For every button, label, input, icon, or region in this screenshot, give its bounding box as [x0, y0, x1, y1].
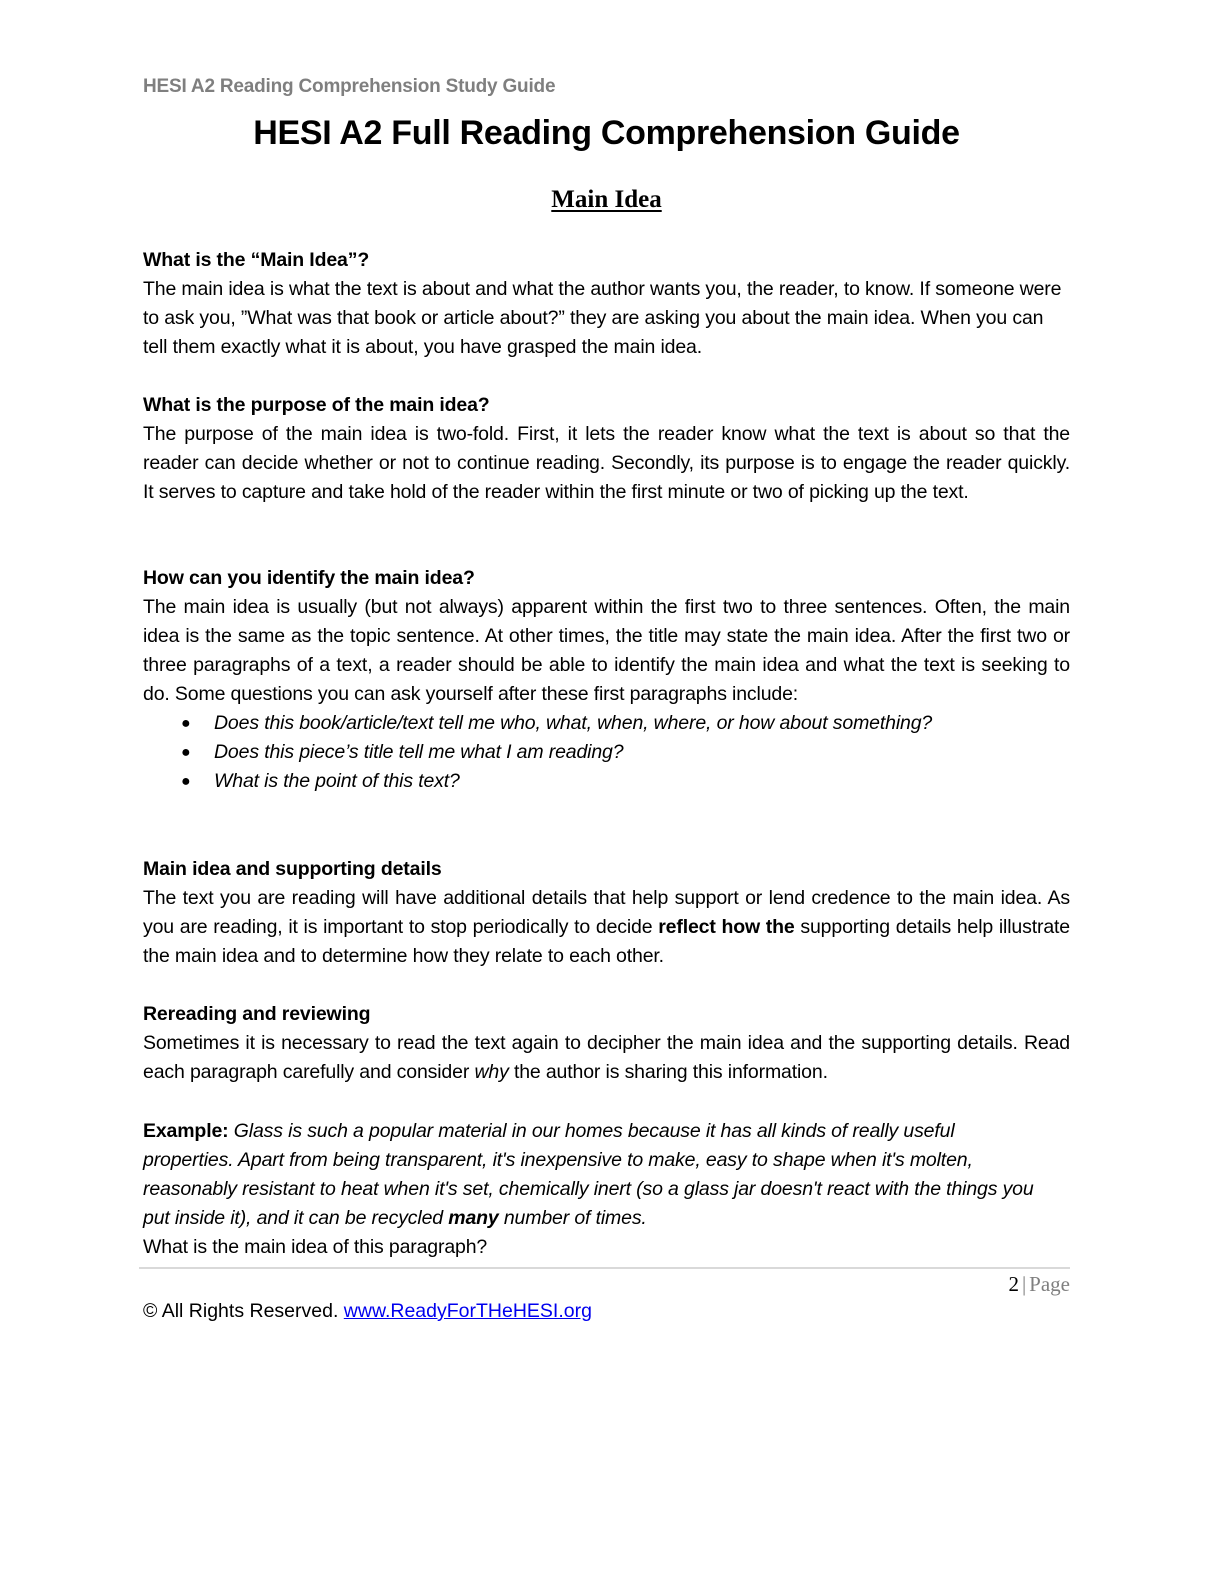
section-body: Sometimes it is necessary to read the text again to decipher the main idea and the supporting details. Read each paragraph carefully and consider why the author is sharing this information. [143, 1032, 1070, 1083]
section-purpose [143, 391, 1070, 507]
section-heading: Rereading and reviewing [143, 1003, 371, 1025]
bullet-icon: ● [181, 773, 191, 790]
document-title: HESI A2 Full Reading Comprehension Guide [253, 114, 960, 152]
section-body: The text you are reading will have additional details that help support or lend credence to the main idea. As you are reading, it is important to stop periodically to decide reflect how the supporting details help illustrate the main idea and to determine how they relate to each other. [143, 887, 1070, 967]
section-heading: What is the “Main Idea”? [143, 249, 370, 271]
section-body: The purpose of the main idea is two-fold. First, it lets the reader know what the text is about so that the reader can decide whether or not to continue reading. Secondly, its purpose is to engage the reader quickly. It serves to capture and take hold of the reader within the first minute or two of picking up the text. [143, 423, 1070, 503]
website-link[interactable]: www.ReadyForTHeHESI.org [343, 1300, 592, 1322]
running-header: HESI A2 Reading Comprehension Study Guide [143, 76, 556, 97]
section-what-is-main-idea [143, 246, 1070, 362]
section-heading: What is the purpose of the main idea? [143, 394, 490, 416]
bullet-icon: ● [181, 715, 191, 732]
section-heading: Main idea and supporting details [143, 858, 442, 880]
question-list [143, 709, 1070, 796]
section-rereading [143, 1000, 1070, 1087]
section-heading: How can you identify the main idea? [143, 567, 475, 589]
example-text: Example: Glass is such a popular material in our homes because it has all kinds of really useful properties. Apart from being transparent, it's inexpensive to make, easy to shape when it's molten, reasonably resistant to heat when it's set, chemically inert (so a glass jar doesn't react with the things you put inside it), and it can be recycled many number of times. [143, 1120, 1034, 1229]
section-title-text: Main Idea [551, 186, 662, 213]
list-item: ● Does this piece’s title tell me what I am reading? [143, 738, 1070, 767]
example-label: Example: [143, 1120, 229, 1142]
example-block [143, 1117, 1048, 1262]
section-title [143, 186, 1070, 214]
section-identify [143, 564, 1070, 796]
example-question: What is the main idea of this paragraph? [143, 1236, 488, 1258]
footer-divider [139, 1267, 1070, 1269]
section-supporting-details [143, 855, 1070, 971]
copyright-footer [143, 1300, 592, 1323]
bullet-icon: ● [181, 744, 191, 761]
list-item: ● Does this book/article/text tell me who, what, when, where, or how about something? [143, 709, 1070, 738]
list-item: ● What is the point of this text? [143, 767, 1070, 796]
section-body: The main idea is usually (but not always) apparent within the first two to three sentences. Often, the main idea is the same as the topic sentence. At other times, the title may state the main idea. After the first two or three paragraphs of a text, a reader should be able to identify the main idea and what the text is seeking to do. Some questions you can ask yourself after these first paragraphs include: [143, 596, 1070, 705]
section-body: The main idea is what the text is about and what the author wants you, the reader, to know. If someone were to ask you, ”What was that book or article about?” they are asking you about the main idea. When you can tell them exactly what it is about, you have grasped the main idea. [143, 278, 1062, 358]
page-number: 2 | Page [1008, 1272, 1070, 1296]
copyright-text: © All Rights Reserved. [143, 1300, 344, 1322]
